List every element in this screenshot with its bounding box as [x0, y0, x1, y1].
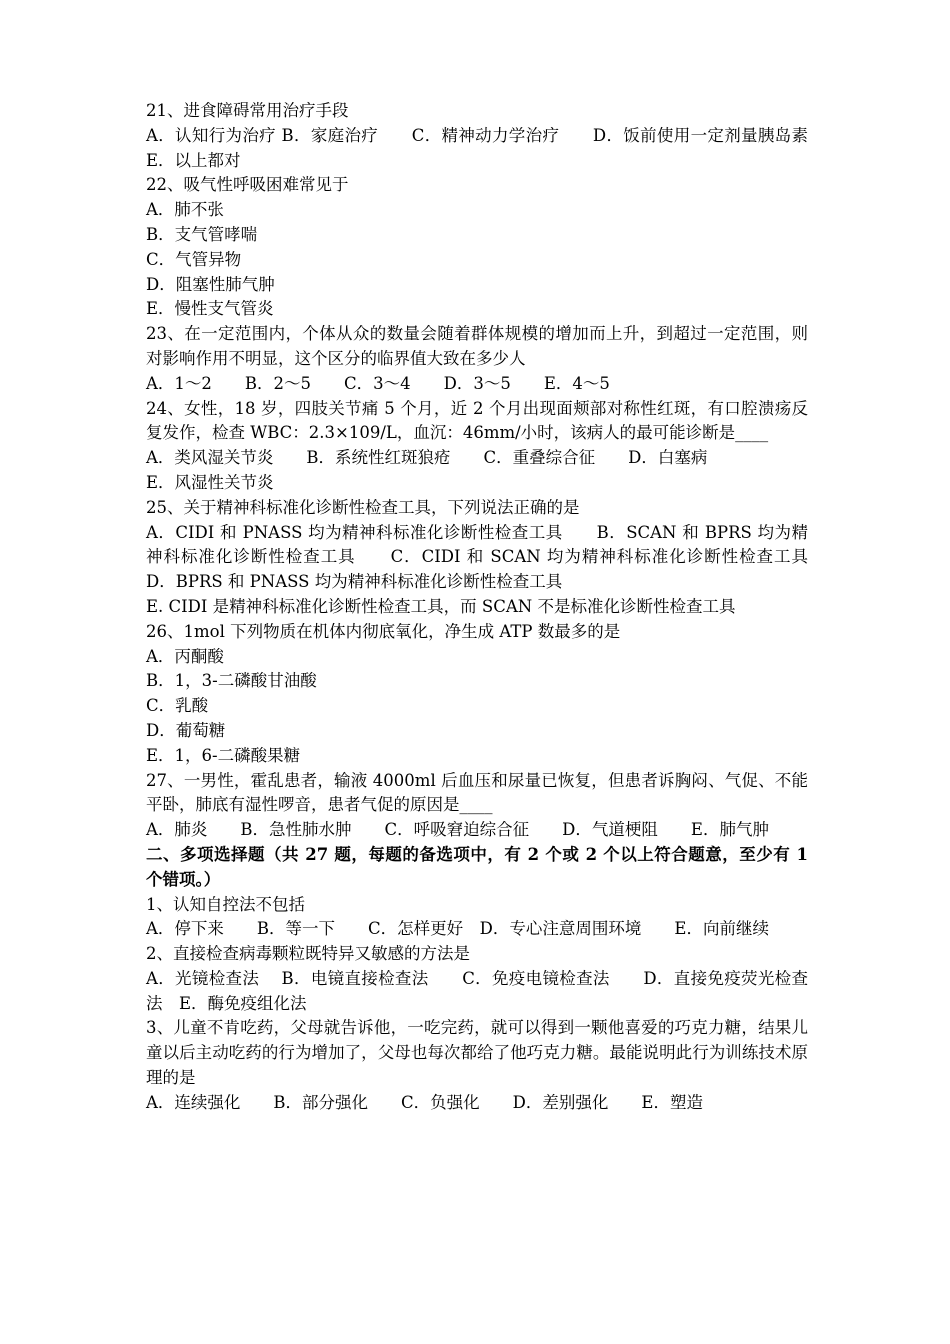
text-line: 25、关于精神科标准化诊断性检查工具，下列说法正确的是: [146, 497, 580, 517]
section-heading: 二、多项选择题（共 27 题，每题的备选项中，有 2 个或 2 个以上符合题意，至少有 1 个错项。）: [146, 844, 808, 889]
text-line: 24、女性，18 岁，四肢关节痛 5 个月，近 2 个月出现面颊部对称性红斑，有口腔溃疡反复发作，检查 WBC：2.3×109/L，血沉：46mm/小时，该病人的最可能诊断是____: [146, 398, 808, 443]
text-line: A．肺不张: [146, 200, 224, 220]
text-line: 1、认知自控法不包括: [146, 894, 305, 914]
text-line: E．1，6-二磷酸果糖: [146, 745, 301, 765]
text-line: 2、直接检查病毒颗粒既特异又敏感的方法是: [146, 944, 470, 964]
text-line: B．支气管哮喘: [146, 224, 258, 244]
text-line: A．连续强化 B．部分强化 C．负强化 D．差别强化 E．塑造: [146, 1092, 703, 1112]
text-line: 26、1mol 下列物质在机体内彻底氧化，净生成 ATP 数最多的是: [146, 621, 621, 641]
text-line: E．风湿性关节炎: [146, 472, 274, 492]
text-line: E．慢性支气管炎: [146, 299, 274, 319]
text-line: A．丙酮酸: [146, 646, 224, 666]
text-line: 23、在一定范围内，个体从众的数量会随着群体规模的增加而上升，到超过一定范围，则对影响作用不明显，这个区分的临界值大致在多少人: [146, 324, 808, 368]
document-body: [146, 99, 841, 1116]
text-line: B．1，3-二磷酸甘油酸: [146, 671, 317, 691]
text-line: D．阻塞性肺气肿: [146, 274, 275, 294]
text-line: 27、一男性，霍乱患者，输液 4000ml 后血压和尿量已恢复，但患者诉胸闷、气促、不能平卧，肺底有湿性啰音，患者气促的原因是____: [146, 770, 808, 815]
text-line: A．1～2 B．2～5 C．3～4 D．3～5 E．4～5: [146, 373, 610, 393]
text-line: A．光镜检查法 B．电镜直接检查法 C．免疫电镜检查法 D．直接免疫荧光检查法 E．酶免疫组化法: [146, 968, 808, 1013]
text-line: C．乳酸: [146, 696, 209, 716]
text-line: 21、进食障碍常用治疗手段: [146, 101, 349, 120]
text-line: A．停下来 B．等一下 C．怎样更好 D．专心注意周围环境 E．向前继续: [146, 919, 769, 939]
text-line: 3、儿童不肯吃药，父母就告诉他，一吃完药，就可以得到一颗他喜爱的巧克力糖，结果儿童以后主动吃药的行为增加了，父母也每次都给了他巧克力糖。最能说明此行为训练技术原理的是: [146, 1018, 808, 1088]
text-line: E. CIDI 是精神科标准化诊断性检查工具，而 SCAN 不是标准化诊断性检查工具: [146, 596, 736, 616]
text-line: A．类风湿关节炎 B．系统性红斑狼疮 C．重叠综合征 D．白塞病: [146, 448, 708, 468]
text-line: A．认知行为治疗 B．家庭治疗 C．精神动力学治疗 D．饭前使用一定剂量胰岛素 E．以上都对: [146, 125, 841, 170]
text-line: 22、吸气性呼吸困难常见于: [146, 175, 349, 195]
text-line: A．肺炎 B．急性肺水肿 C．呼吸窘迫综合征 D．气道梗阻 E．肺气肿: [146, 820, 769, 840]
text-line: C．气管异物: [146, 249, 242, 269]
text-line: A．CIDI 和 PNASS 均为精神科标准化诊断性检查工具 B．SCAN 和 BPRS 均为精神科标准化诊断性检查工具 C．CIDI 和 SCAN 均为精神科标准化诊断性检查工具 D．BPRS 和 PNASS 均为精神科标准化诊断性检查工具: [146, 522, 841, 592]
text-line: D．葡萄糖: [146, 720, 226, 740]
